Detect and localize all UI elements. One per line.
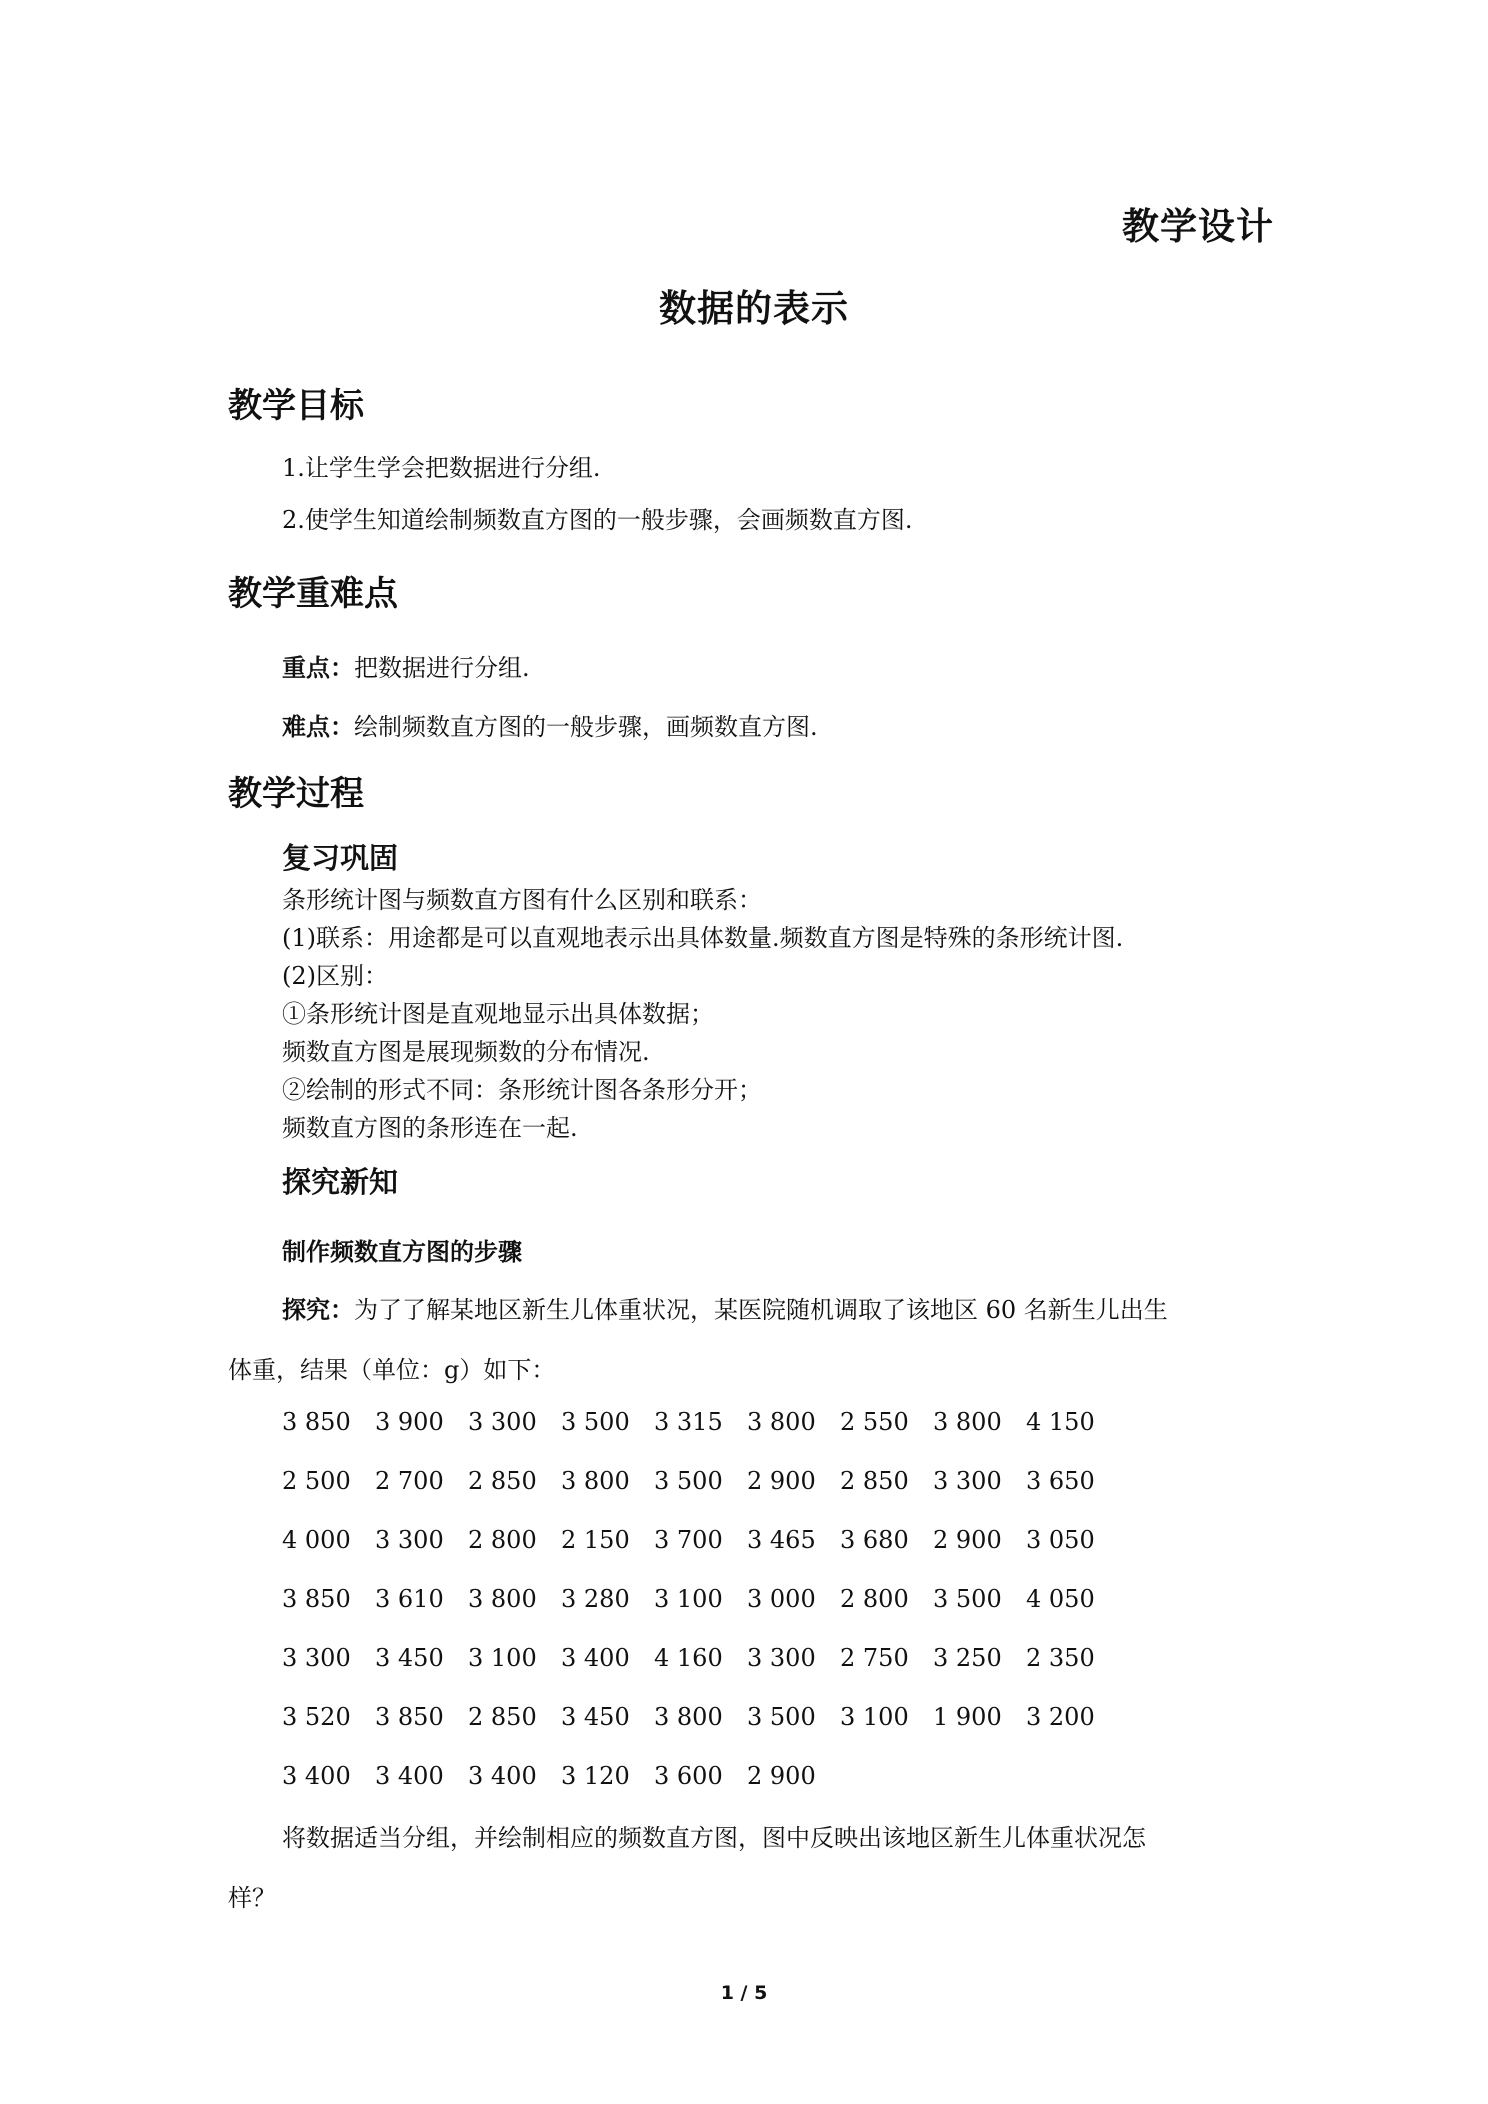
data-cell: 2 900 bbox=[747, 1762, 816, 1790]
data-cell: 2 850 bbox=[468, 1703, 537, 1731]
data-cell: 3 600 bbox=[654, 1762, 723, 1790]
data-cell: 3 400 bbox=[375, 1762, 444, 1790]
header-title: 教学设计 bbox=[1122, 205, 1274, 248]
data-cell: 3 300 bbox=[747, 1644, 816, 1672]
review-line-4: ①条形统计图是直观地显示出具体数据； bbox=[282, 1000, 714, 1028]
review-line-1: 条形统计图与频数直方图有什么区别和联系： bbox=[282, 886, 762, 914]
data-cell: 2 700 bbox=[375, 1467, 444, 1495]
data-cell: 3 800 bbox=[933, 1408, 1002, 1436]
objectives-heading: 教学目标 bbox=[228, 386, 364, 426]
objective-item-2: 2.使学生知道绘制频数直方图的一般步骤，会画频数直方图. bbox=[282, 506, 913, 534]
focus-text: 把数据进行分组. bbox=[354, 654, 530, 682]
data-cell: 2 500 bbox=[282, 1467, 351, 1495]
review-line-2: (1)联系：用途都是可以直观地表示出具体数量.频数直方图是特殊的条形统计图. bbox=[282, 924, 1124, 952]
data-cell: 3 280 bbox=[561, 1585, 630, 1613]
data-row bbox=[282, 1644, 1182, 1674]
data-cell: 3 900 bbox=[375, 1408, 444, 1436]
data-cell: 3 000 bbox=[747, 1585, 816, 1613]
data-cell: 3 610 bbox=[375, 1585, 444, 1613]
focus-line bbox=[282, 648, 530, 683]
data-cell: 3 450 bbox=[375, 1644, 444, 1672]
data-row bbox=[282, 1762, 1182, 1792]
data-cell: 2 800 bbox=[840, 1585, 909, 1613]
data-row bbox=[282, 1408, 1182, 1438]
data-cell: 3 800 bbox=[747, 1408, 816, 1436]
data-cell: 3 850 bbox=[375, 1703, 444, 1731]
data-cell: 4 050 bbox=[1026, 1585, 1095, 1613]
data-cell: 2 900 bbox=[747, 1467, 816, 1495]
data-cell: 4 000 bbox=[282, 1526, 351, 1554]
data-cell: 3 300 bbox=[375, 1526, 444, 1554]
focus-label: 重点： bbox=[282, 654, 354, 682]
data-cell: 3 400 bbox=[468, 1762, 537, 1790]
data-cell: 3 800 bbox=[468, 1585, 537, 1613]
data-cell: 1 900 bbox=[933, 1703, 1002, 1731]
data-cell: 3 500 bbox=[747, 1703, 816, 1731]
data-cell: 2 350 bbox=[1026, 1644, 1095, 1672]
process-heading: 教学过程 bbox=[228, 774, 364, 814]
data-cell: 3 800 bbox=[654, 1703, 723, 1731]
data-row bbox=[282, 1703, 1182, 1733]
review-line-6: ②绘制的形式不同：条形统计图各条形分开； bbox=[282, 1076, 762, 1104]
page-number: 1 / 5 bbox=[720, 1982, 768, 2004]
data-cell: 3 700 bbox=[654, 1526, 723, 1554]
objective-item-1: 1.让学生学会把数据进行分组. bbox=[282, 454, 601, 482]
data-cell: 3 400 bbox=[561, 1644, 630, 1672]
data-cell: 3 100 bbox=[654, 1585, 723, 1613]
inquiry-line-2: 体重，结果（单位：g）如下： bbox=[228, 1356, 556, 1384]
data-cell: 3 500 bbox=[933, 1585, 1002, 1613]
data-cell: 3 300 bbox=[933, 1467, 1002, 1495]
data-cell: 3 850 bbox=[282, 1585, 351, 1613]
review-line-3: (2)区别： bbox=[282, 962, 388, 990]
document-title: 数据的表示 bbox=[659, 287, 849, 330]
explore-heading: 探究新知 bbox=[282, 1165, 399, 1199]
inquiry-line-1 bbox=[282, 1290, 1168, 1325]
data-cell: 3 800 bbox=[561, 1467, 630, 1495]
data-row bbox=[282, 1585, 1182, 1615]
data-cell: 3 400 bbox=[282, 1762, 351, 1790]
data-row bbox=[282, 1467, 1182, 1497]
data-row bbox=[282, 1526, 1182, 1556]
difficulty-text: 绘制频数直方图的一般步骤，画频数直方图. bbox=[354, 713, 818, 741]
data-cell: 2 900 bbox=[933, 1526, 1002, 1554]
data-cell: 3 520 bbox=[282, 1703, 351, 1731]
data-cell: 3 120 bbox=[561, 1762, 630, 1790]
data-cell: 3 250 bbox=[933, 1644, 1002, 1672]
data-cell: 3 315 bbox=[654, 1408, 723, 1436]
data-cell: 3 100 bbox=[468, 1644, 537, 1672]
data-cell: 2 850 bbox=[840, 1467, 909, 1495]
question-line-2: 样？ bbox=[228, 1884, 276, 1912]
data-cell: 2 750 bbox=[840, 1644, 909, 1672]
review-line-5: 频数直方图是展现频数的分布情况. bbox=[282, 1038, 650, 1066]
review-heading: 复习巩固 bbox=[282, 841, 399, 875]
data-cell: 3 650 bbox=[1026, 1467, 1095, 1495]
data-cell: 3 300 bbox=[282, 1644, 351, 1672]
data-cell: 2 150 bbox=[561, 1526, 630, 1554]
data-cell: 3 850 bbox=[282, 1408, 351, 1436]
difficulty-line bbox=[282, 707, 818, 742]
inquiry-text-1: 为了了解某地区新生儿体重状况，某医院随机调取了该地区 60 名新生儿出生 bbox=[354, 1296, 1168, 1324]
data-cell: 3 200 bbox=[1026, 1703, 1095, 1731]
key-points-heading: 教学重难点 bbox=[228, 574, 398, 614]
data-cell: 4 150 bbox=[1026, 1408, 1095, 1436]
question-line-1: 将数据适当分组，并绘制相应的频数直方图，图中反映出该地区新生儿体重状况怎 bbox=[282, 1824, 1146, 1852]
data-cell: 3 050 bbox=[1026, 1526, 1095, 1554]
data-cell: 2 850 bbox=[468, 1467, 537, 1495]
data-cell: 3 680 bbox=[840, 1526, 909, 1554]
data-cell: 4 160 bbox=[654, 1644, 723, 1672]
data-cell: 3 465 bbox=[747, 1526, 816, 1554]
data-cell: 2 800 bbox=[468, 1526, 537, 1554]
data-cell: 3 500 bbox=[561, 1408, 630, 1436]
explore-subheading: 制作频数直方图的步骤 bbox=[282, 1238, 522, 1266]
data-cell: 3 300 bbox=[468, 1408, 537, 1436]
difficulty-label: 难点： bbox=[282, 713, 354, 741]
inquiry-label: 探究： bbox=[282, 1296, 354, 1324]
review-line-7: 频数直方图的条形连在一起. bbox=[282, 1114, 578, 1142]
data-cell: 2 550 bbox=[840, 1408, 909, 1436]
data-cell: 3 100 bbox=[840, 1703, 909, 1731]
data-cell: 3 500 bbox=[654, 1467, 723, 1495]
data-cell: 3 450 bbox=[561, 1703, 630, 1731]
